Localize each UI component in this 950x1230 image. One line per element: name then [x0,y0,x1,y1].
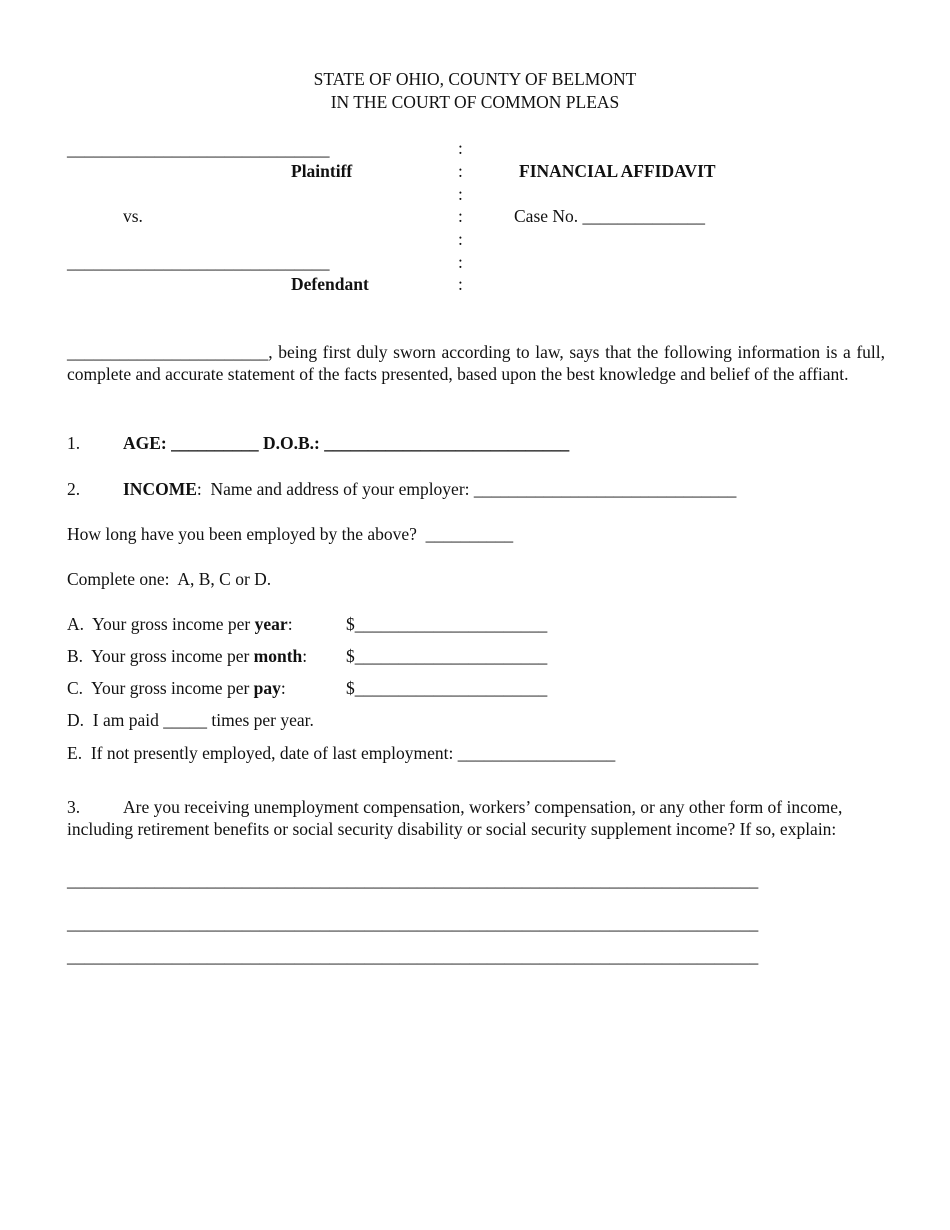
income-option-b [67,645,307,667]
option-b-prefix: B. Your gross income per [67,646,254,666]
affiant-intro-paragraph [67,341,885,385]
item3-paragraph [67,796,885,840]
dob-label: D.O.B.: [263,433,320,453]
times-per-year-blank[interactable]: _____ [163,710,207,730]
case-number-label: Case No. [514,206,579,226]
item3-number: 3. [67,797,81,817]
option-c-period: pay [253,678,281,698]
defendant-label: Defendant [291,274,369,294]
option-b-period: month [253,646,303,666]
option-b-suffix: : [302,646,308,666]
income-year-blank[interactable]: ______________________ [354,614,548,634]
dollar-sign: $ [346,678,355,698]
option-e-text: E. If not presently employed, date of last employment: [67,743,454,763]
plaintiff-name-blank[interactable]: ______________________________ [67,139,330,159]
item1-row [123,432,569,454]
item3-text: Are you receiving unemployment compensation, workers’ compensation, or any other form of income, including retirement benefits or social security disability or social security supplement income? If so, explain: [67,797,843,839]
income-label: INCOME [123,479,197,499]
explain-line-3[interactable]: _______________________________________________________________________________ [67,946,759,966]
vs-label: vs. [123,206,143,226]
affiant-name-blank[interactable]: _______________________ [67,342,269,362]
income-option-c-field [346,677,547,699]
option-d-suffix: times per year. [206,710,314,730]
defendant-name-blank[interactable]: ______________________________ [67,252,330,272]
dollar-sign: $ [346,614,355,634]
option-a-period: year [254,614,288,634]
option-c-prefix: C. Your gross income per [67,678,254,698]
option-a-suffix: : [287,614,293,634]
caption-colon: : [458,252,463,272]
age-blank[interactable]: __________ [171,433,259,453]
item2-number: 2. [67,479,81,499]
case-number-row [514,205,705,227]
caption-colon: : [458,206,463,226]
income-option-a-field [346,613,547,635]
court-header-state: STATE OF OHIO, COUNTY OF BELMONT [313,69,637,89]
employment-duration-blank[interactable]: __________ [425,524,514,544]
document-title: FINANCIAL AFFIDAVIT [519,161,716,181]
income-month-blank[interactable]: ______________________ [354,646,548,666]
affiant-intro-text: , being first duly sworn according to law, says that the following information is a full, complete and accurate statement of the facts presented, based upon the best knowledge and belief of the affiant. [67,342,885,384]
item1-number: 1. [67,433,81,453]
income-option-b-field [346,645,547,667]
option-c-suffix: : [280,678,286,698]
income-option-a [67,613,293,635]
option-d-prefix: D. I am paid [67,710,164,730]
employer-blank[interactable]: ______________________________ [473,479,737,499]
explain-line-2[interactable]: _______________________________________________________________________________ [67,913,759,933]
income-option-d [67,709,314,731]
income-option-c [67,677,286,699]
caption-colon: : [458,184,463,204]
court-header-court: IN THE COURT OF COMMON PLEAS [330,92,620,112]
caption-colon: : [458,229,463,249]
caption-colon: : [458,274,463,294]
option-a-prefix: A. Your gross income per [67,614,255,634]
explain-line-1[interactable]: _______________________________________________________________________________ [67,870,759,890]
employer-text: : Name and address of your employer: [196,479,470,499]
age-label: AGE: [123,433,167,453]
complete-one-instruction: Complete one: A, B, C or D. [67,569,272,589]
case-number-blank[interactable]: ______________ [582,206,706,226]
dollar-sign: $ [346,646,355,666]
last-employment-date-blank[interactable]: __________________ [457,743,616,763]
income-option-e [67,742,615,764]
caption-colon: : [458,138,463,158]
caption-colon: : [458,161,463,181]
income-pay-blank[interactable]: ______________________ [354,678,548,698]
plaintiff-label: Plaintiff [291,161,353,181]
employment-duration-row [67,523,513,545]
item2-row [123,478,736,500]
employment-duration-text: How long have you been employed by the above? [67,524,417,544]
dob-blank[interactable]: ____________________________ [324,433,570,453]
